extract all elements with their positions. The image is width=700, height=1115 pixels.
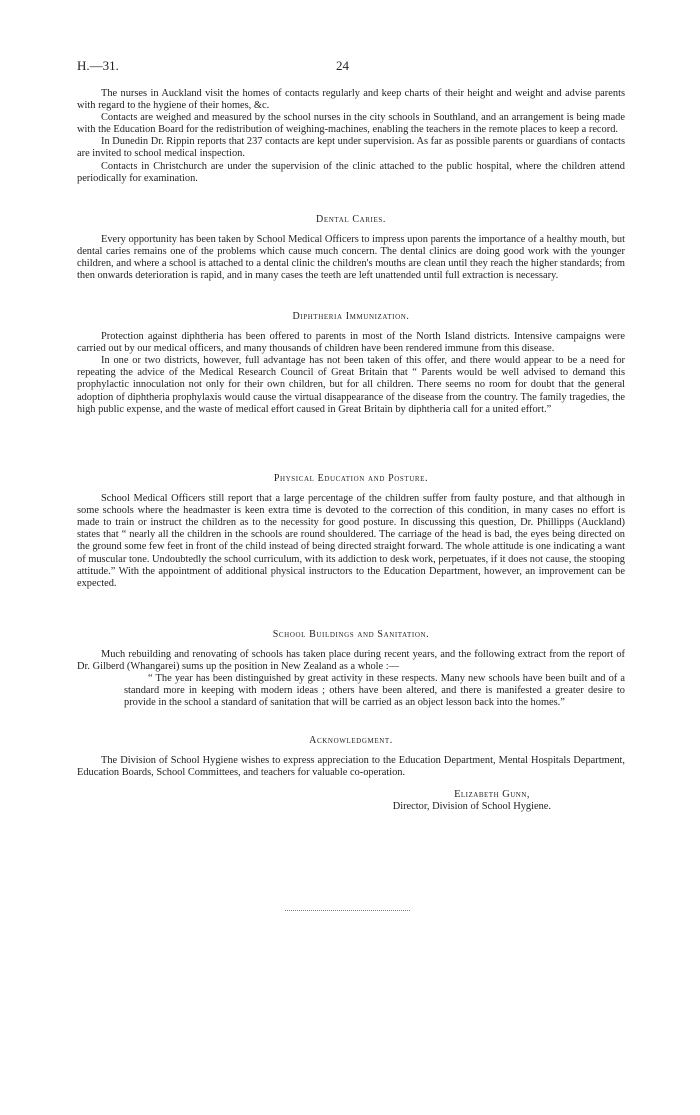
section-heading: Diphtheria Immunization. bbox=[292, 311, 410, 322]
section-heading: Dental Caries. bbox=[316, 214, 386, 225]
paragraph: In Dunedin Dr. Rippin reports that 237 contacts are kept under supervision. As far as possible parents or guardians of contacts are invited to school medical inspection. bbox=[77, 136, 625, 160]
report-reference: H.—31. bbox=[77, 58, 119, 73]
physical-education-section bbox=[77, 473, 625, 590]
paragraph: School Medical Officers still report that a large percentage of the children suffer from faulty posture, and that although in some schools where the headmaster is keen extra time is devoted to the correction of this condition, in many cases no effort is made to train or instruct the children as to the necessity for good posture. In discussing this question, Dr. Phillipps (Auckland) states that “ nearly all the children in the schools are round shouldered. The carriage of the head is bad, the eyes being directed on the ground some few feet in front of the child instead of being directed straight forward. The whole attitude is one indicating a want of muscular tone. Undoubtedly the school curriculum, with its addiction to desk work, perpetuates, if it does not cause, the stooping attitude.” With the appointment of additional physical instructors to the Education Department, however, an improvement can be expected. bbox=[77, 493, 625, 589]
signature-block bbox=[77, 789, 625, 813]
contacts-section bbox=[77, 88, 625, 185]
acknowledgment-section bbox=[77, 735, 625, 779]
block-quote: “ The year has been distinguished by great activity in these respects. Many new schools have been built and of a standard more in keeping with modern ideas ; others have been altered, and there is manifested a greater desire to provide in the school a standard of sanitation that will be carried as an object lesson back into the homes.” bbox=[124, 673, 625, 709]
end-rule bbox=[285, 910, 410, 911]
paragraph: In one or two districts, however, full advantage has not been taken of this offer, and there would appear to be a need for repeating the advice of the Medical Research Council of Great Britain that “ Parents would be well advised to demand this prophylactic innoculation not only for their own children, but for all children. There seems no room for doubt that the general adoption of diphtheria prophylaxis would cause the virtual disappearance of the disease from the country. The family tragedies, the high public expense, and the waste of medical effort caused in Great Britain by diphtheria call for a united effort.” bbox=[77, 355, 625, 415]
section-heading: Physical Education and Posture. bbox=[273, 473, 429, 484]
buildings-section bbox=[77, 629, 625, 710]
paragraph: Much rebuilding and renovating of schools has taken place during recent years, and the following extract from the report of Dr. Gilberd (Whangarei) sums up the position in New Zealand as a whole :— bbox=[77, 649, 625, 673]
paragraph: Protection against diphtheria has been offered to parents in most of the North Island districts. Intensive campaigns were carried out by our medical officers, and many thousands of children have been rendered immune from this disease. bbox=[77, 331, 625, 355]
section-heading: Acknowledgment. bbox=[309, 735, 393, 746]
paragraph: Contacts are weighed and measured by the school nurses in the city schools in Southland, and an arrangement is being made with the Education Board for the redistribution of weighing-machines, enabling the teachers in the remote places to keep a record. bbox=[77, 112, 625, 136]
paragraph: Contacts in Christchurch are under the supervision of the clinic attached to the public hospital, where the children attend periodically for examination. bbox=[77, 160, 625, 184]
signatory-title: Director, Division of School Hygiene. bbox=[392, 801, 551, 813]
paragraph: The Division of School Hygiene wishes to express appreciation to the Education Department, Mental Hospitals Department, Education Boards, School Committees, and teachers for valuable co-operation. bbox=[77, 755, 625, 779]
page-number: 24 bbox=[336, 58, 349, 73]
diphtheria-section bbox=[77, 311, 625, 416]
dental-section bbox=[77, 214, 625, 282]
section-heading: School Buildings and Sanitation. bbox=[272, 629, 430, 640]
paragraph: Every opportunity has been taken by School Medical Officers to impress upon parents the importance of a healthy mouth, but dental caries remains one of the problems which cause much concern. The dental clinics are doing good work with the younger children, and where a school is attached to a dental clinic the children's mouths are clean until they reach the higher standards; from then onwards deterioration is rapid, and in many cases the teeth are left unattended until full extraction is necessary. bbox=[77, 234, 625, 282]
paragraph: The nurses in Auckland visit the homes of contacts regularly and keep charts of their height and weight and advise parents with regard to the hygiene of their homes, &c. bbox=[77, 88, 625, 112]
signatory-name: Elizabeth Gunn, bbox=[454, 789, 530, 800]
